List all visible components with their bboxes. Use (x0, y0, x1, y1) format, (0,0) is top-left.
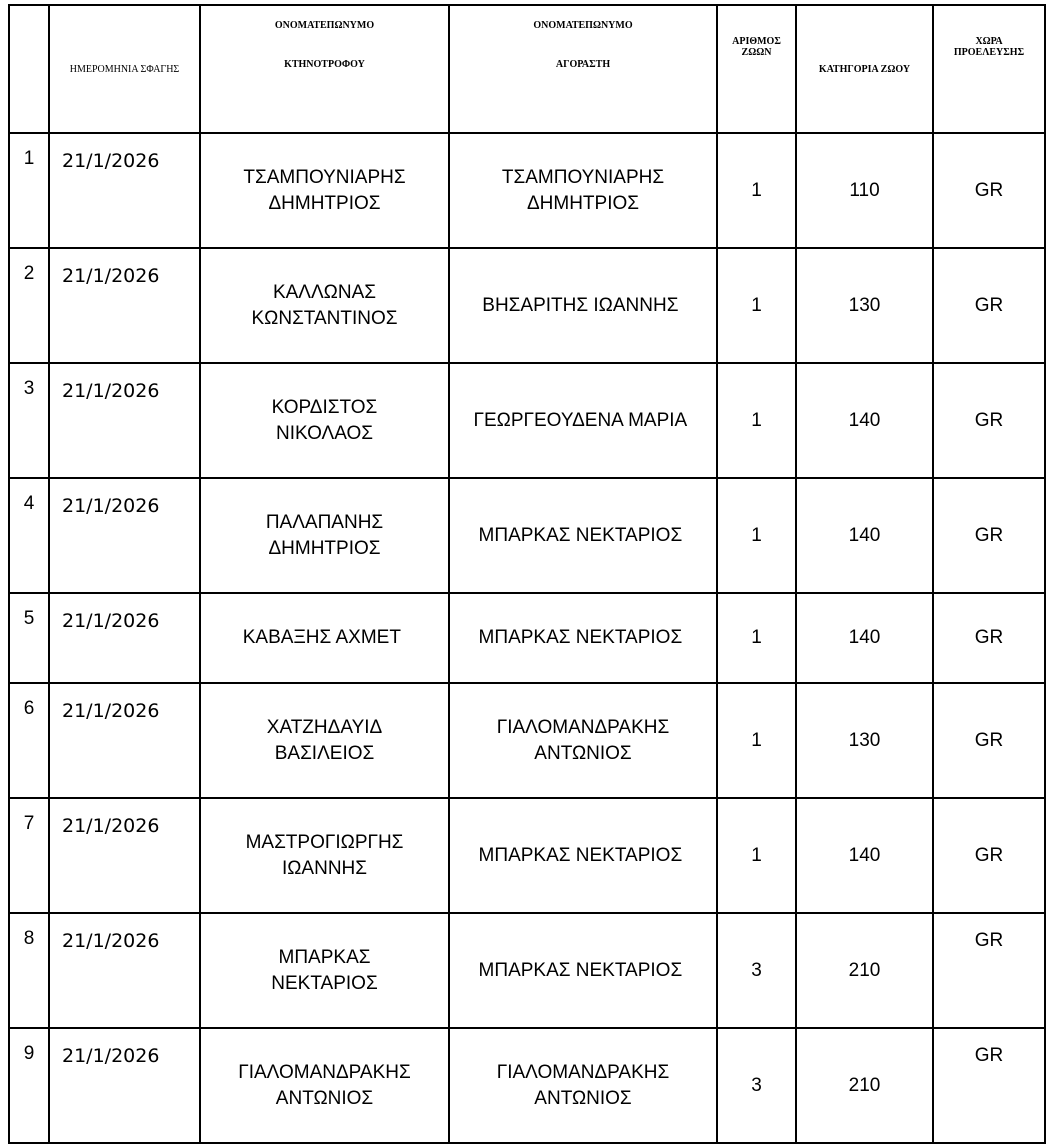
animal-category: 130 (796, 248, 933, 363)
buyer-name-line1: ΓΙΑΛΟΜΑΝΔΡΑΚΗΣ (496, 716, 670, 738)
farmer-name-line1: ΜΑΣΤΡΟΓΙΩΡΓΗΣ (245, 831, 404, 853)
slaughter-date: 21/1/2026 (49, 1028, 200, 1143)
farmer-name (200, 248, 449, 363)
animal-count: 1 (717, 363, 796, 478)
farmer-name-line1: ΚΑΛΛΩΝΑΣ (272, 281, 377, 303)
header-row (9, 5, 1045, 133)
buyer-name (449, 133, 717, 248)
farmer-name-line2: ΚΩΝΣΤΑΝΤΙΝΟΣ (251, 307, 398, 329)
header-buyer-line1: ΟΝΟΜΑΤΕΠΩΝΥΜΟ (533, 20, 633, 31)
origin-country: GR (933, 593, 1045, 683)
buyer-name (449, 1028, 717, 1143)
buyer-name-line1: ΜΠΑΡΚΑΣ ΝΕΚΤΑΡΙΟΣ (478, 844, 683, 866)
farmer-name-line2: ΙΩΑΝΝΗΣ (281, 857, 368, 879)
animal-category: 130 (796, 683, 933, 798)
row-number: 4 (9, 478, 49, 593)
header-count-line2: ΖΩΩΝ (741, 47, 772, 58)
slaughter-date: 21/1/2026 (49, 798, 200, 913)
animal-category: 140 (796, 798, 933, 913)
buyer-name-line2: ΑΝΤΩΝΙΟΣ (534, 742, 632, 764)
farmer-name (200, 593, 449, 683)
row-number: 8 (9, 913, 49, 1028)
farmer-name (200, 478, 449, 593)
row-number: 2 (9, 248, 49, 363)
origin-country: GR (933, 1028, 1045, 1143)
slaughter-date: 21/1/2026 (49, 478, 200, 593)
animal-category: 140 (796, 478, 933, 593)
farmer-name-line1: ΓΙΑΛΟΜΑΝΔΡΑΚΗΣ (238, 1061, 411, 1083)
farmer-name (200, 1028, 449, 1143)
table-row (9, 133, 1045, 248)
farmer-name-line2: ΝΙΚΟΛΑΟΣ (275, 422, 373, 444)
header-num (9, 5, 49, 133)
row-number: 3 (9, 363, 49, 478)
buyer-name (449, 248, 717, 363)
buyer-name-line1: ΓΕΩΡΓΕΟΥΔΕΝΑ ΜΑΡΙΑ (473, 409, 688, 431)
buyer-name (449, 913, 717, 1028)
header-country-line2: ΠΡΟΕΛΕΥΣΗΣ (953, 47, 1025, 58)
farmer-name-line2: ΒΑΣΙΛΕΙΟΣ (274, 742, 375, 764)
buyer-name-line1: ΒΗΣΑΡΙΤΗΣ ΙΩΑΝΝΗΣ (482, 294, 679, 316)
table-row (9, 913, 1045, 1028)
buyer-name-line1: ΤΣΑΜΠΟΥΝΙΑΡΗΣ (501, 166, 665, 188)
buyer-name-line1: ΜΠΑΡΚΑΣ ΝΕΚΤΑΡΙΟΣ (478, 627, 683, 648)
table-row (9, 1028, 1045, 1143)
animal-count: 1 (717, 593, 796, 683)
farmer-name (200, 913, 449, 1028)
farmer-name (200, 798, 449, 913)
animal-count: 3 (717, 913, 796, 1028)
farmer-name-line2: ΝΕΚΤΑΡΙΟΣ (271, 972, 378, 994)
slaughter-date: 21/1/2026 (49, 248, 200, 363)
farmer-name (200, 683, 449, 798)
farmer-name (200, 133, 449, 248)
farmer-name-line1: ΠΑΛΑΠΑΝΗΣ (265, 511, 384, 533)
animal-category: 210 (796, 1028, 933, 1143)
table-row (9, 363, 1045, 478)
farmer-name-line2: ΔΗΜΗΤΡΙΟΣ (268, 537, 381, 559)
animal-count: 1 (717, 683, 796, 798)
origin-country: GR (933, 683, 1045, 798)
farmer-name-line1: ΚΟΡΔΙΣΤΟΣ (271, 396, 378, 418)
header-farmer-line2: ΚΤΗΝΟΤΡΟΦΟΥ (284, 59, 365, 70)
farmer-name-line1: ΧΑΤΖΗΔΑΥΙΔ (266, 716, 383, 738)
table-row (9, 478, 1045, 593)
farmer-name-line2: ΔΗΜΗΤΡΙΟΣ (268, 192, 381, 214)
farmer-name-line2: ΑΝΤΩΝΙΟΣ (275, 1087, 374, 1109)
buyer-name (449, 478, 717, 593)
buyer-name-line1: ΜΠΑΡΚΑΣ ΝΕΚΤΑΡΙΟΣ (478, 959, 683, 981)
header-country-line1: ΧΩΡΑ (975, 36, 1003, 47)
animal-count: 1 (717, 133, 796, 248)
header-farmer-line1: ΟΝΟΜΑΤΕΠΩΝΥΜΟ (274, 20, 375, 31)
origin-country: GR (933, 913, 1045, 1028)
animal-count: 3 (717, 1028, 796, 1143)
slaughter-date: 21/1/2026 (49, 133, 200, 248)
row-number: 9 (9, 1028, 49, 1143)
farmer-name-line1: ΤΣΑΜΠΟΥΝΙΑΡΗΣ (243, 166, 406, 188)
header-farmer (200, 5, 449, 133)
buyer-name-line2: ΑΝΤΩΝΙΟΣ (534, 1087, 632, 1109)
buyer-name-line1: ΜΠΑΡΚΑΣ ΝΕΚΤΑΡΙΟΣ (478, 524, 683, 546)
slaughter-date: 21/1/2026 (49, 593, 200, 683)
farmer-name-line1: ΜΠΑΡΚΑΣ (278, 946, 371, 968)
header-category: ΚΑΤΗΓΟΡΙΑ ΖΩΟΥ (796, 5, 933, 133)
origin-country: GR (933, 248, 1045, 363)
animal-count: 1 (717, 798, 796, 913)
origin-country: GR (933, 478, 1045, 593)
buyer-name (449, 593, 717, 683)
table-row (9, 798, 1045, 913)
farmer-name (200, 363, 449, 478)
row-number: 7 (9, 798, 49, 913)
table-row (9, 248, 1045, 363)
buyer-name-line1: ΓΙΑΛΟΜΑΝΔΡΑΚΗΣ (496, 1061, 670, 1083)
buyer-name-line2: ΔΗΜΗΤΡΙΟΣ (526, 192, 640, 214)
animal-category: 210 (796, 913, 933, 1028)
buyer-name (449, 363, 717, 478)
animal-count: 1 (717, 478, 796, 593)
header-count-line1: ΑΡΙΘΜΟΣ (732, 36, 781, 47)
animal-category: 140 (796, 593, 933, 683)
row-number: 1 (9, 133, 49, 248)
origin-country: GR (933, 798, 1045, 913)
header-country (933, 5, 1045, 133)
header-date: ΗΜΕΡΟΜΗΝΙΑ ΣΦΑΓΗΣ (49, 5, 200, 133)
slaughter-table (8, 4, 1046, 1144)
origin-country: GR (933, 363, 1045, 478)
table-row (9, 593, 1045, 683)
table-body (9, 133, 1045, 1143)
animal-count: 1 (717, 248, 796, 363)
table-row (9, 683, 1045, 798)
farmer-name-line1: ΚΑΒΑΞΗΣ ΑΧΜΕΤ (242, 627, 401, 648)
header-count (717, 5, 796, 133)
origin-country: GR (933, 133, 1045, 248)
slaughter-date: 21/1/2026 (49, 683, 200, 798)
slaughter-date: 21/1/2026 (49, 363, 200, 478)
header-buyer-line2: ΑΓΟΡΑΣΤΗ (555, 59, 611, 70)
animal-category: 110 (796, 133, 933, 248)
buyer-name (449, 683, 717, 798)
slaughter-date: 21/1/2026 (49, 913, 200, 1028)
buyer-name (449, 798, 717, 913)
animal-category: 140 (796, 363, 933, 478)
row-number: 5 (9, 593, 49, 683)
header-buyer (449, 5, 717, 133)
row-number: 6 (9, 683, 49, 798)
